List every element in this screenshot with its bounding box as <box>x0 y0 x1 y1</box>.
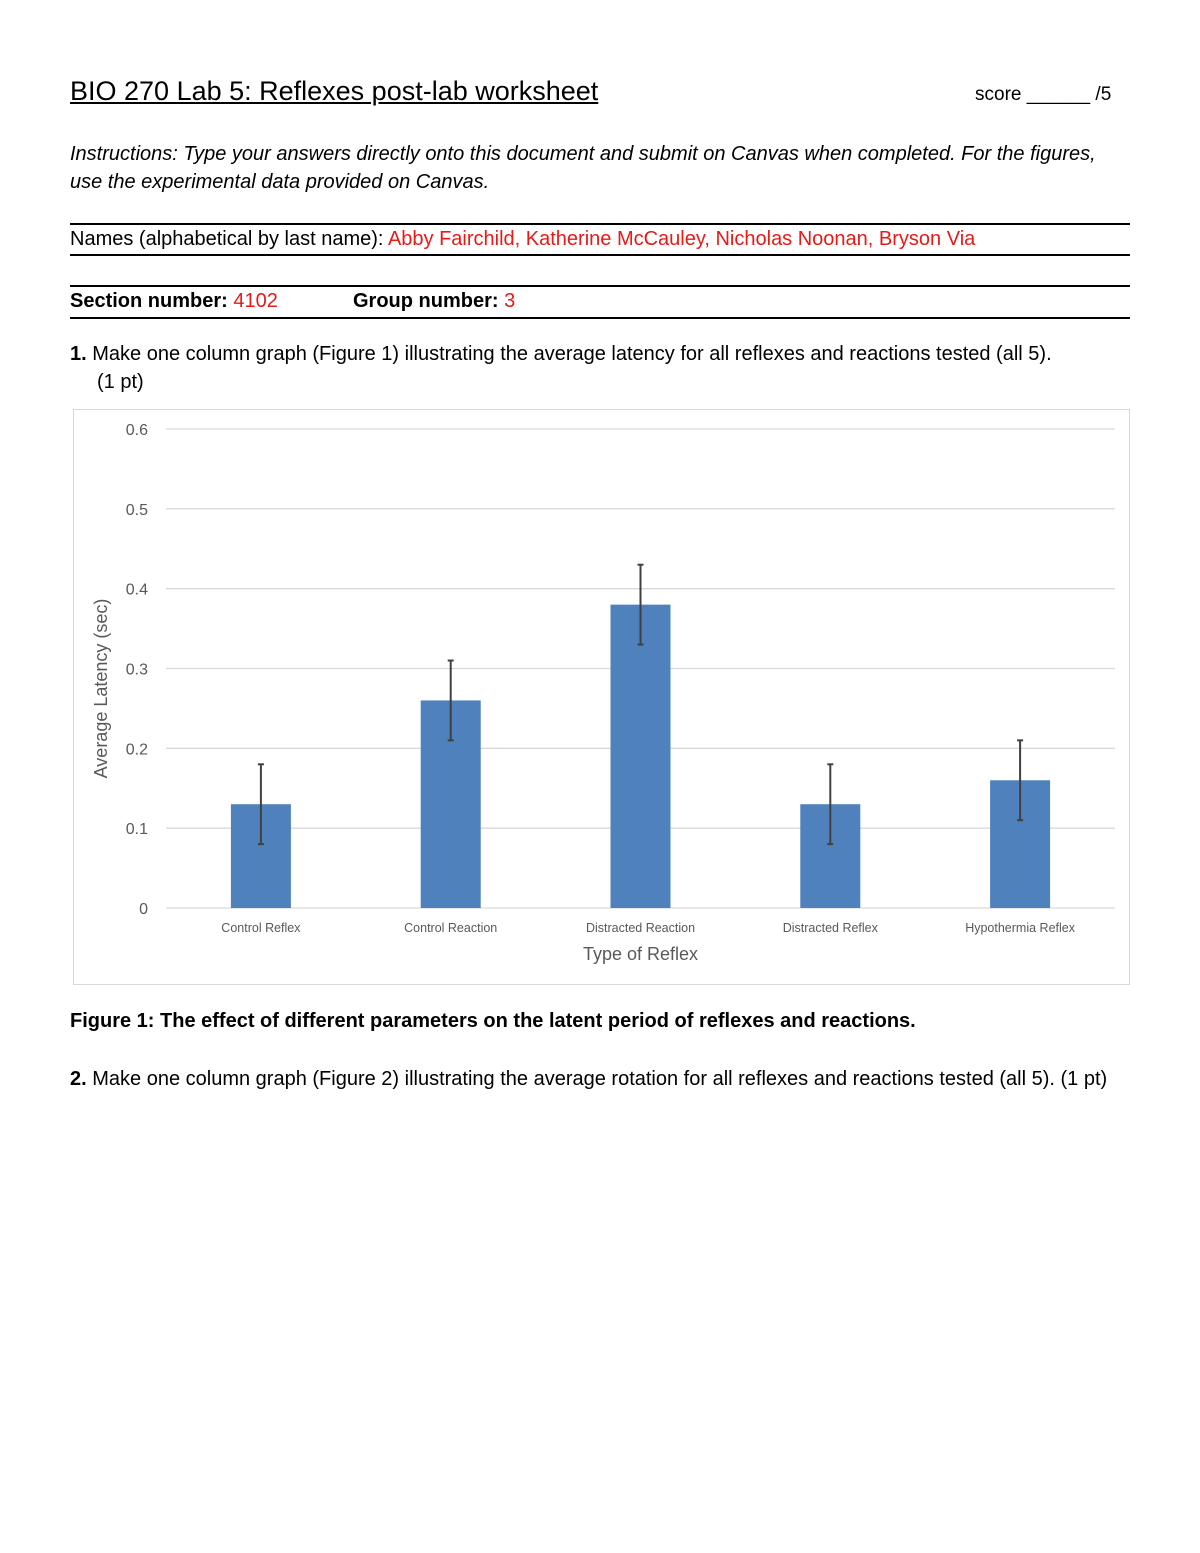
y-tick-label: 0.6 <box>125 422 148 439</box>
question-1-text: Make one column graph (Figure 1) illustrating the average latency for all reflexes and reactions tested (all 5). <box>92 343 1052 365</box>
y-tick-label: 0.2 <box>125 741 148 759</box>
question-1-number: 1. <box>70 343 87 365</box>
y-tick-label: 0.4 <box>125 581 148 599</box>
group-field <box>353 290 515 313</box>
group-value: 3 <box>504 290 516 312</box>
question-1-points: (1 pt) <box>97 371 144 393</box>
figure-1-chart-frame <box>73 409 1130 985</box>
x-tick-label: Distracted Reaction <box>585 921 696 935</box>
rule-names-bottom <box>70 254 1130 256</box>
score-field: score ______ /5 <box>975 84 1112 105</box>
y-axis-title: Average Latency (sec) <box>91 598 111 779</box>
rule-names-top <box>70 223 1130 225</box>
x-tick-label: Control Reflex <box>221 921 301 935</box>
worksheet-title: BIO 270 Lab 5: Reflexes post-lab worksheet <box>70 76 599 106</box>
y-tick-label: 0.3 <box>125 661 148 679</box>
question-2-text: Make one column graph (Figure 2) illustrating the average rotation for all reflexes and reactions tested (all 5). (1 pt) <box>92 1068 1108 1090</box>
y-tick-label: 0 <box>139 901 148 918</box>
question-1 <box>70 340 1140 396</box>
section-group-row <box>70 290 1130 313</box>
figure-1-caption: Figure 1: The effect of different parameters on the latent period of reflexes and reactions. <box>70 1010 916 1032</box>
rule-section-top <box>70 285 1130 287</box>
names-value: Abby Fairchild, Katherine McCauley, Nicholas Noonan, Bryson Via <box>387 228 976 250</box>
figure-1-chart <box>74 410 1129 984</box>
x-axis-title: Type of Reflex <box>582 944 699 964</box>
section-value: 4102 <box>233 290 278 312</box>
question-2 <box>70 1065 1130 1094</box>
x-tick-label: Control Reaction <box>404 921 498 935</box>
rule-section-bottom <box>70 317 1130 319</box>
question-2-number: 2. <box>70 1068 87 1090</box>
y-tick-label: 0.5 <box>125 501 148 519</box>
names-label: Names (alphabetical by last name): <box>70 228 384 250</box>
x-tick-label: Distracted Reflex <box>782 921 878 935</box>
x-tick-label: Hypothermia Reflex <box>965 921 1075 935</box>
instructions-text: Instructions: Type your answers directly onto this document and submit on Canvas when completed. For the figures, use the experimental data provided on Canvas. <box>70 143 1096 193</box>
y-tick-label: 0.1 <box>125 821 148 839</box>
bar <box>611 605 671 908</box>
names-row <box>70 228 975 251</box>
group-label: Group number: <box>353 290 499 312</box>
section-label: Section number: <box>70 290 228 312</box>
